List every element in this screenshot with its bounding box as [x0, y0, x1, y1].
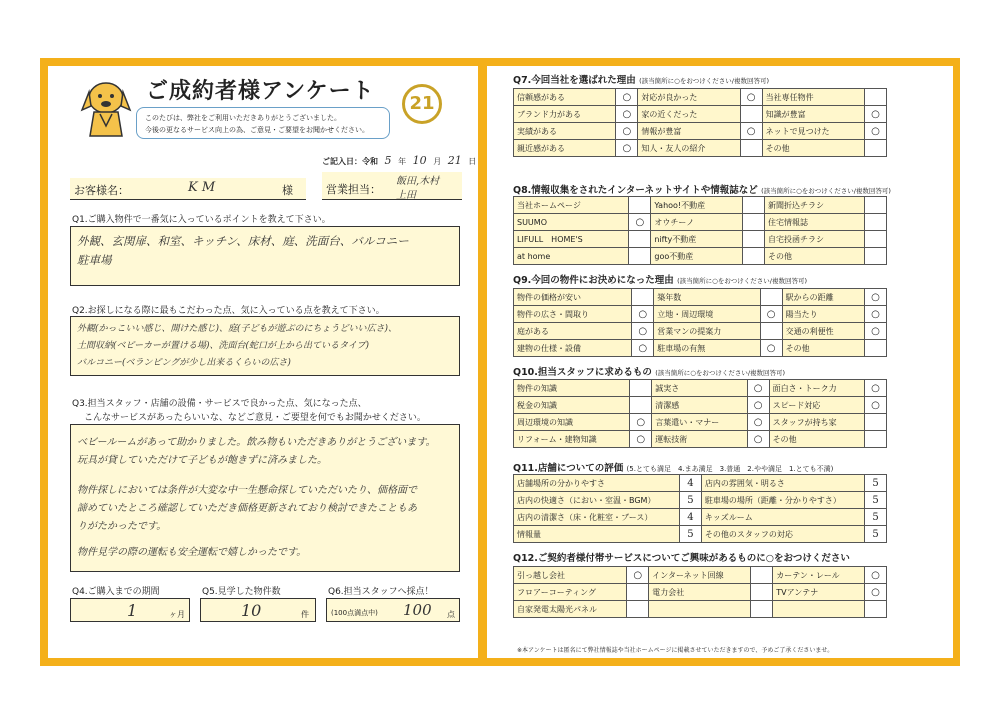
option-label: 当社ホームページ: [514, 197, 629, 214]
answer-cell[interactable]: ○: [740, 123, 762, 140]
q3-answer-line-5: りがたかったです。: [77, 521, 167, 532]
answer-cell[interactable]: ○: [865, 567, 887, 584]
date-month-unit: 月: [433, 157, 442, 166]
intro-line-1: このたびは、弊社をご利用いただきありがとうございました。: [145, 114, 341, 122]
answer-cell[interactable]: [743, 231, 765, 248]
q7-table: [513, 88, 887, 157]
table-row: [514, 431, 887, 448]
option-label: 電力会社: [649, 584, 751, 601]
customer-name: K M: [188, 180, 216, 195]
customer-label: お客様名：: [74, 184, 129, 197]
answer-cell[interactable]: [865, 340, 887, 357]
option-label: 物件の広さ・間取り: [514, 306, 632, 323]
table-row: [514, 380, 887, 397]
answer-cell[interactable]: [627, 601, 649, 618]
answer-cell[interactable]: [865, 89, 887, 106]
answer-cell[interactable]: ○: [865, 123, 887, 140]
answer-cell[interactable]: [629, 248, 651, 265]
option-label: ブランド力がある: [514, 106, 616, 123]
answer-cell[interactable]: ○: [616, 140, 638, 157]
q5-answer: 10: [241, 601, 262, 620]
q1-answer-line-1: 外観、玄関扉、和室、キッチン、床材、庭、洗面台、バルコニー: [77, 234, 409, 248]
option-label: その他: [762, 140, 864, 157]
option-label: 引っ越し会社: [514, 567, 627, 584]
answer-cell[interactable]: [740, 140, 762, 157]
footer-note: ※本アンケートは匿名にて弊社情報誌や当社ホームページに掲載させていただきますので、予めご了承くださいませ。: [517, 647, 834, 654]
option-label: 庭がある: [514, 323, 632, 340]
table-row: [514, 306, 887, 323]
answer-cell[interactable]: 4: [679, 475, 701, 492]
table-row: [514, 323, 887, 340]
q10-title: Q10.担当スタッフに求めるもの (該当箇所に○をおつけください/複数回答可): [513, 367, 786, 378]
logo-text: 21: [409, 93, 435, 114]
answer-cell[interactable]: ○: [865, 584, 887, 601]
option-label: 駐車場の場所（距離・分かりやすさ）: [701, 492, 864, 509]
answer-cell[interactable]: ○: [865, 306, 887, 323]
staff-line-1: 飯田,木村: [396, 176, 440, 187]
option-label: 対応が良かった: [638, 89, 740, 106]
answer-cell[interactable]: [865, 248, 887, 265]
answer-cell[interactable]: ○: [630, 414, 652, 431]
option-label: at home: [514, 248, 629, 265]
answer-cell[interactable]: ○: [747, 431, 769, 448]
option-label: TVアンテナ: [773, 584, 865, 601]
option-label: SUUMO: [514, 214, 629, 231]
option-label: [649, 601, 751, 618]
q3-answer-line-2: 玩具が貸していただけて子どもが飽きずに済みました。: [77, 455, 327, 466]
staff-field[interactable]: [322, 172, 462, 200]
answer-cell[interactable]: ○: [616, 106, 638, 123]
date-day: 21: [447, 154, 462, 167]
q9-title: Q9.今回の物件にお決めになった理由 (該当箇所に○をおつけください/複数回答可): [513, 275, 807, 286]
table-row: [514, 89, 887, 106]
answer-cell[interactable]: [629, 231, 651, 248]
option-label: 自宅投函チラシ: [765, 231, 865, 248]
answer-cell[interactable]: [627, 584, 649, 601]
answer-cell[interactable]: ○: [865, 289, 887, 306]
answer-cell[interactable]: ○: [627, 567, 649, 584]
option-label: 家の近くだった: [638, 106, 740, 123]
option-label: その他: [782, 340, 864, 357]
table-row: [514, 601, 887, 618]
answer-cell[interactable]: ○: [629, 214, 651, 231]
q1-label: Q1.ご購入物件で一番気に入っているポイントを教えて下さい。: [72, 215, 331, 225]
q1-answer-line-2: 駐車場: [77, 253, 112, 267]
option-label: リフォーム・建物知識: [514, 431, 630, 448]
option-label: 駅からの距離: [782, 289, 864, 306]
option-label: 面白さ・トーク力: [769, 380, 864, 397]
q10-table: [513, 379, 887, 448]
option-label: 築年数: [654, 289, 760, 306]
table-row: [514, 567, 887, 584]
q3-answer-line-4: 諦めていたところ確認していただき価格更新されており検討できたこともあ: [77, 503, 417, 514]
q1-answer-box[interactable]: [70, 226, 460, 286]
option-label: Yahoo!不動産: [651, 197, 743, 214]
answer-cell[interactable]: ○: [747, 397, 769, 414]
q11-title: Q11.店舗についての評価 (5.とても満足 4.まあ満足 3.普通 2.やや満足 1.とても不満): [513, 463, 834, 474]
q6-answer-box[interactable]: [326, 598, 460, 622]
table-row: [514, 106, 887, 123]
answer-cell[interactable]: [751, 567, 773, 584]
answer-cell[interactable]: [743, 248, 765, 265]
answer-cell[interactable]: ○: [865, 397, 887, 414]
answer-cell[interactable]: ○: [616, 123, 638, 140]
table-row: [514, 397, 887, 414]
option-label: 知人・友人の紹介: [638, 140, 740, 157]
option-label: 駐車場の有無: [654, 340, 760, 357]
left-page: [48, 66, 478, 658]
table-row: [514, 214, 887, 231]
table-row: [514, 340, 887, 357]
option-label: nifty不動産: [651, 231, 743, 248]
intro-line-2: 今後の更なるサービス向上の為、ご意見・ご要望をお聞かせください。: [145, 126, 369, 134]
table-row: [514, 197, 887, 214]
answer-cell[interactable]: ○: [865, 380, 887, 397]
q3-answer-line-6: 物件見学の際の運転も安全運転で嬉しかったです。: [77, 547, 307, 558]
option-label: 誠実さ: [652, 380, 747, 397]
customer-field[interactable]: [70, 178, 306, 200]
option-label: オウチーノ: [651, 214, 743, 231]
q2-label: Q2.お探しになる際に最もこだわった点、気に入っている点を教えて下さい。: [72, 306, 385, 316]
speech-bubble: [136, 107, 390, 139]
staff-line-2: 上田: [396, 190, 416, 201]
q6-answer: 100: [403, 601, 432, 619]
option-label: ネットで見つけた: [762, 123, 864, 140]
q4-answer-box[interactable]: [70, 598, 190, 622]
date-month: 10: [412, 154, 427, 167]
option-label: 周辺環境の知識: [514, 414, 630, 431]
option-label: その他: [765, 248, 865, 265]
option-label: 店内の快適さ（におい・室温・BGM）: [514, 492, 680, 509]
answer-cell[interactable]: ○: [632, 323, 654, 340]
option-label: 店内の清潔さ（床・化粧室・ブース）: [514, 509, 680, 526]
date-year-unit: 年: [398, 157, 407, 166]
answer-cell[interactable]: ○: [747, 414, 769, 431]
q3-label-1: Q3.担当スタッフ・店舗の設備・サービスで良かった点、気になった点、: [72, 399, 367, 409]
table-row: [514, 123, 887, 140]
answer-cell[interactable]: [865, 414, 887, 431]
option-label: 情報が豊富: [638, 123, 740, 140]
q8-title: Q8.情報収集をされたインターネットサイトや情報誌など (該当箇所に○をおつけください/複数回答可): [513, 185, 891, 196]
option-label: スピード対応: [769, 397, 864, 414]
date-row: [322, 154, 476, 167]
option-label: 住宅情報誌: [765, 214, 865, 231]
option-label: goo不動産: [651, 248, 743, 265]
option-label: 立地・周辺環境: [654, 306, 760, 323]
answer-cell[interactable]: [743, 214, 765, 231]
option-label: その他: [769, 431, 864, 448]
option-label: [773, 601, 865, 618]
table-row: [514, 584, 887, 601]
q11-table: [513, 474, 887, 543]
dog-mascot-icon: [76, 70, 136, 140]
option-label: 営業マンの提案力: [654, 323, 760, 340]
option-label: 物件の価格が安い: [514, 289, 632, 306]
option-label: 店舗場所の分かりやすさ: [514, 475, 680, 492]
option-label: 陽当たり: [782, 306, 864, 323]
q3-answer-box[interactable]: [70, 424, 460, 572]
answer-cell[interactable]: [751, 601, 773, 618]
q3-label-2: こんなサービスがあったらいいな、などご意見・ご要望を何でもお聞かせください。: [84, 413, 426, 423]
option-label: 新聞折込チラシ: [765, 197, 865, 214]
staff-label: 営業担当：: [326, 183, 381, 196]
q6-unit: 点: [447, 610, 455, 619]
answer-cell[interactable]: 5: [865, 492, 887, 509]
option-label: LIFULL HOME'S: [514, 231, 629, 248]
option-label: キッズルーム: [701, 509, 864, 526]
customer-suffix: 様: [282, 184, 293, 197]
q2-answer-box[interactable]: [70, 316, 460, 376]
q4-label: Q4.ご購入までの期間: [72, 587, 160, 597]
answer-cell[interactable]: 5: [865, 475, 887, 492]
answer-cell[interactable]: [865, 197, 887, 214]
table-row: [514, 492, 887, 509]
answer-cell[interactable]: [751, 584, 773, 601]
q2-answer-line-1: 外観(かっこいい感じ、開けた感じ)、庭(子どもが遊ぶのにちょうどいい広さ)、: [77, 324, 398, 334]
table-row: [514, 231, 887, 248]
answer-cell[interactable]: 5: [865, 509, 887, 526]
option-label: 交通の利便性: [782, 323, 864, 340]
q5-label: Q5.見学した物件数: [202, 587, 281, 597]
q3-answer-line-1: ベビールームがあって助かりました。飲み物もいただきありがとうございます。: [77, 437, 436, 448]
answer-cell[interactable]: [743, 197, 765, 214]
table-row: [514, 509, 887, 526]
answer-cell[interactable]: ○: [630, 431, 652, 448]
option-label: カーテン・レール: [773, 567, 865, 584]
q3-answer-line-3: 物件探しにおいては条件が大変な中一生懸命探していただいたり、価格面で: [77, 485, 417, 496]
table-row: [514, 526, 887, 543]
q12-title: Q12.ご契約者様付帯サービスについてご興味があるものに○をおつけください: [513, 553, 850, 564]
answer-cell[interactable]: ○: [616, 89, 638, 106]
option-label: フロアーコーティング: [514, 584, 627, 601]
answer-cell[interactable]: ○: [865, 106, 887, 123]
q5-answer-box[interactable]: [200, 598, 316, 622]
q5-unit: 件: [301, 610, 309, 619]
answer-cell[interactable]: 4: [679, 509, 701, 526]
answer-cell[interactable]: [865, 214, 887, 231]
table-row: [514, 140, 887, 157]
answer-cell[interactable]: [630, 380, 652, 397]
table-row: [514, 248, 887, 265]
answer-cell[interactable]: [865, 231, 887, 248]
answer-cell[interactable]: [865, 140, 887, 157]
answer-cell[interactable]: [760, 323, 782, 340]
answer-cell[interactable]: ○: [632, 340, 654, 357]
q4-unit: ヶ月: [169, 610, 185, 619]
answer-cell[interactable]: [760, 289, 782, 306]
answer-cell[interactable]: ○: [747, 380, 769, 397]
answer-cell[interactable]: ○: [760, 306, 782, 323]
answer-cell[interactable]: [740, 106, 762, 123]
answer-cell[interactable]: [629, 197, 651, 214]
option-label: スタッフが持ち家: [769, 414, 864, 431]
q6-note: (100点満点中): [331, 609, 378, 617]
answer-cell[interactable]: ○: [740, 89, 762, 106]
q2-answer-line-3: バルコニー(ベランピングが少し出来るくらいの広さ): [77, 358, 291, 368]
option-label: 当社専任物件: [762, 89, 864, 106]
option-label: その他のスタッフの対応: [701, 526, 864, 543]
q7-title: Q7.今回当社を選ばれた理由 (該当箇所に○をおつけください/複数回答可): [513, 75, 769, 86]
option-label: 清潔感: [652, 397, 747, 414]
option-label: 自家発電太陽光パネル: [514, 601, 627, 618]
table-row: [514, 475, 887, 492]
table-row: [514, 289, 887, 306]
answer-cell[interactable]: 5: [865, 526, 887, 543]
option-label: 親近感がある: [514, 140, 616, 157]
q2-answer-line-2: 土間収納(ベビーカーが置ける場)、洗面台(蛇口が上から出ているタイプ): [77, 341, 370, 351]
answer-cell[interactable]: [865, 431, 887, 448]
option-label: 税金の知識: [514, 397, 630, 414]
option-label: 実績がある: [514, 123, 616, 140]
answer-cell[interactable]: ○: [760, 340, 782, 357]
option-label: 物件の知識: [514, 380, 630, 397]
century21-logo: [402, 84, 442, 124]
option-label: インターネット回線: [649, 567, 751, 584]
answer-cell[interactable]: 5: [679, 492, 701, 509]
table-row: [514, 414, 887, 431]
answer-cell[interactable]: ○: [632, 306, 654, 323]
option-label: 情報量: [514, 526, 680, 543]
q6-label: Q6.担当スタッフへ採点！: [328, 587, 434, 597]
date-year: 5: [384, 154, 392, 167]
page-title: ご成約者様アンケート: [146, 79, 375, 104]
answer-cell[interactable]: [865, 601, 887, 618]
option-label: 店内の雰囲気・明るさ: [701, 475, 864, 492]
answer-cell[interactable]: [630, 397, 652, 414]
q12-table: [513, 566, 887, 618]
date-label: ご記入日：令和: [322, 157, 378, 166]
q8-table: [513, 196, 887, 265]
right-page: [487, 66, 953, 658]
q9-table: [513, 288, 887, 357]
option-label: 知識が豊富: [762, 106, 864, 123]
date-day-unit: 日: [468, 157, 477, 166]
answer-cell[interactable]: [632, 289, 654, 306]
option-label: 言葉遣い・マナー: [652, 414, 747, 431]
answer-cell[interactable]: ○: [865, 323, 887, 340]
option-label: 信頼感がある: [514, 89, 616, 106]
q4-answer: 1: [127, 601, 138, 620]
option-label: 運転技術: [652, 431, 747, 448]
answer-cell[interactable]: 5: [679, 526, 701, 543]
option-label: 建物の仕様・設備: [514, 340, 632, 357]
